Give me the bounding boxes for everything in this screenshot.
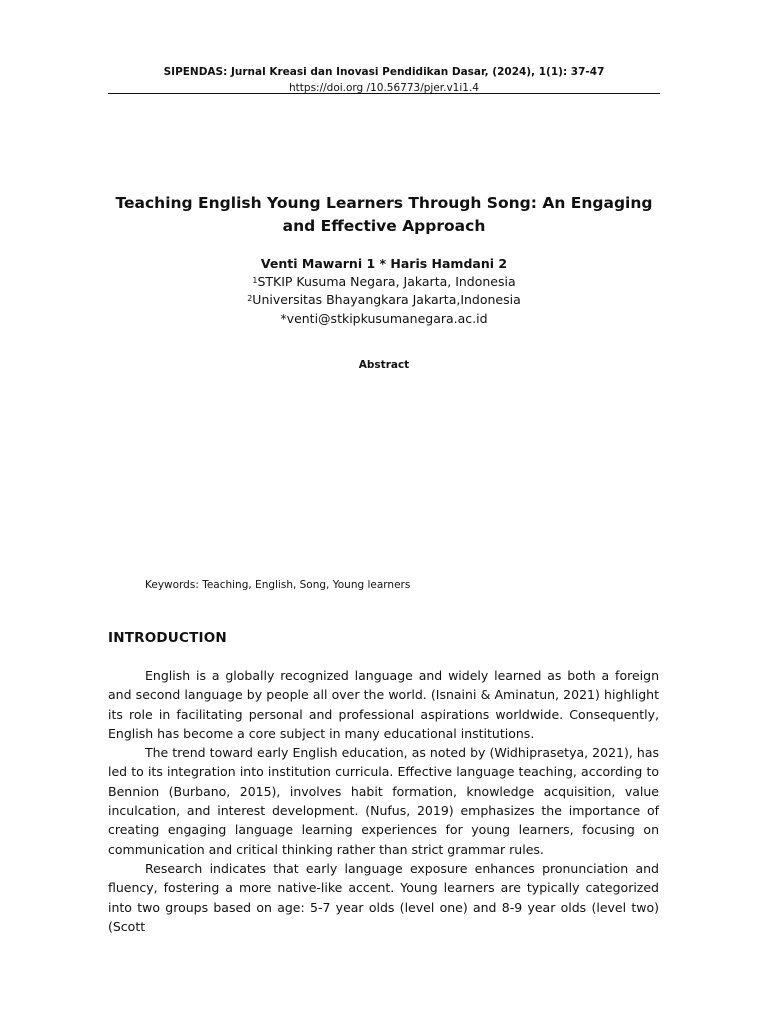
introduction-body <box>108 666 659 936</box>
corresponding-email[interactable]: *venti@stkipkusumanegara.ac.id <box>280 311 488 326</box>
title-line-2: and Effective Approach <box>282 217 486 235</box>
abstract-heading: Abstract <box>358 359 410 371</box>
title-line-1: Teaching English Young Learners Through Song: An Engaging <box>115 194 653 212</box>
doi-link[interactable]: https://doi.org /10.56773/pjer.v1i1.4 <box>289 82 479 94</box>
author-list: Venti Mawarni 1 * Haris Hamdani 2 <box>260 256 508 271</box>
affiliation-2 <box>108 290 660 309</box>
paragraph: English is a globally recognized language and widely learned as both a foreign and second language by people all over the world. (Isnaini & Aminatun, 2021) highlight its role in facilitating personal and professional aspirations worldwide. Consequently, English has become a core subject in many educational institutions. <box>108 668 659 741</box>
journal-citation: SIPENDAS: Jurnal Kreasi dan Inovasi Pendidikan Dasar, (2024), 1(1): 37-47 <box>163 66 605 78</box>
paragraph: Research indicates that early language exposure enhances pronunciation and fluency, fostering a more native-like accent. Young learners are typically categorized into two groups based on age: 5-7 year olds (level one) and 8-9 year olds (level two) (Scott <box>108 860 659 934</box>
keywords: Keywords: Teaching, English, Song, Young learners <box>145 579 411 591</box>
affiliation-1 <box>108 272 660 291</box>
header-divider <box>108 93 660 94</box>
affiliation-2-text: Universitas Bhayangkara Jakarta,Indonesia <box>252 292 521 307</box>
affiliation-2-marker: 2 <box>247 294 253 303</box>
paragraph: The trend toward early English education, as noted by (Widhiprasetya, 2021), has led to its integration into institution curricula. Effective language teaching, according to Bennion (Burbano, 2015), involves habit formation, knowledge acquisition, value inculcation, and interest development. (Nufus, 2019) emphasizes the importance of creating engaging language learning experiences for young learners, focusing on communication and critical thinking rather than strict grammar rules. <box>108 745 659 857</box>
article-title <box>108 192 660 238</box>
affiliation-1-marker: 1 <box>252 276 258 285</box>
running-header <box>108 64 660 96</box>
affiliation-1-text: STKIP Kusuma Negara, Jakarta, Indonesia <box>257 274 516 289</box>
introduction-heading: INTRODUCTION <box>108 630 227 646</box>
